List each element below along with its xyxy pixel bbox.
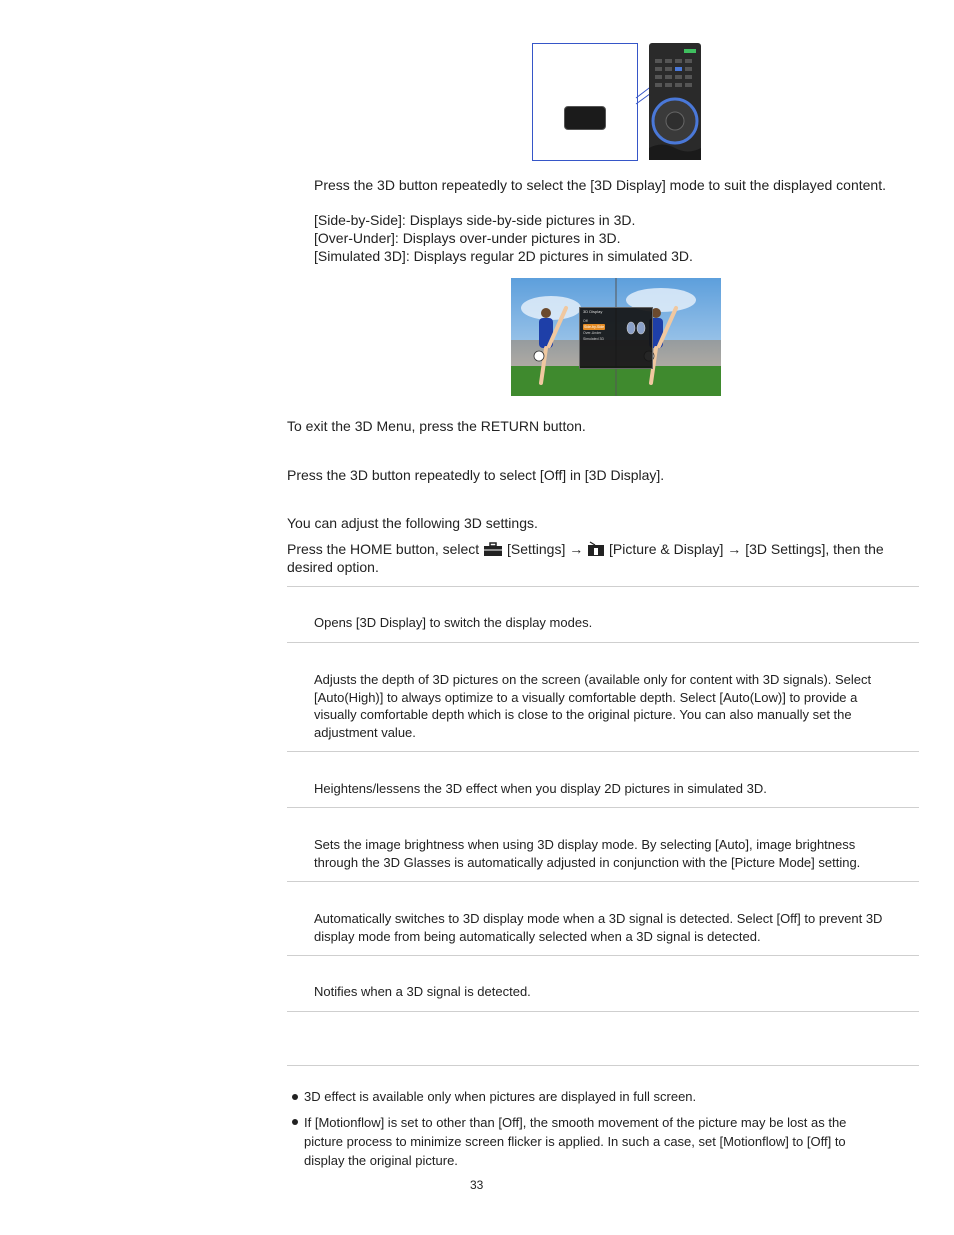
setting-depth-desc: Adjusts the depth of 3D pictures on the screen (available only for content with 3D signals). Select [Auto(High)] to always optimize to a visually comfortable depth. Select [Auto(Low)] to provide a visually comfortable depth which is close to the original picture. You can also manually set the adjustment value. <box>314 672 872 740</box>
remote-control-image <box>649 43 701 160</box>
settings-toolbox-icon <box>483 542 503 557</box>
off-instruction: Press the 3D button repeatedly to select [Off] in [3D Display]. <box>287 467 665 483</box>
adjust-intro: You can adjust the following 3D settings. <box>287 515 538 531</box>
3d-display-menu <box>579 307 653 369</box>
divider <box>287 751 919 752</box>
divider <box>287 1065 919 1066</box>
picture-display-icon <box>587 541 605 557</box>
3d-button-zoomed <box>564 106 606 130</box>
setting-auto-3d-desc: Automatically switches to 3D display mode when a 3D signal is detected. Select [Off] to prevent 3D display mode from being automatically selected when a 3D signal is detected. <box>314 911 883 944</box>
mode-side-by-side: [Side-by-Side]: Displays side-by-side pictures in 3D. <box>314 212 636 228</box>
home-path-rest-line2: desired option. <box>287 559 379 575</box>
menu-item-off: Off <box>583 319 588 323</box>
setting-brightness-desc: Sets the image brightness when using 3D display mode. By selecting [Auto], image brightness through the 3D Glasses is automatically adjusted in conjunction with the [Picture Mode] setting. <box>314 837 861 870</box>
page-number: 33 <box>470 1178 484 1192</box>
setting-3d-display-desc: Opens [3D Display] to switch the display modes. <box>314 615 593 630</box>
step-instruction: Press the 3D button repeatedly to select the [3D Display] mode to suit the displayed content. <box>314 177 886 193</box>
settings-label: [Settings] <box>506 541 566 557</box>
menu-item-side-by-side: Side-by-Side <box>584 325 605 329</box>
remote-control-icon <box>649 43 701 160</box>
bullet-icon <box>292 1094 298 1100</box>
path-arrow-2: → <box>727 541 742 557</box>
menu-item-simulated-3d: Simulated 3D <box>583 337 605 341</box>
divider <box>287 881 919 882</box>
exit-instruction: To exit the 3D Menu, press the RETURN button. <box>287 418 586 434</box>
path-arrow-1: → <box>569 541 584 557</box>
divider <box>287 1011 919 1012</box>
divider <box>287 807 919 808</box>
divider <box>287 586 919 587</box>
mode-over-under: [Over-Under]: Displays over-under pictures in 3D. <box>314 230 621 246</box>
picture-display-label: [Picture & Display] <box>609 541 724 557</box>
3d-glasses-icon <box>626 321 648 335</box>
setting-3d-signal-notice-desc: Notifies when a 3D signal is detected. <box>314 984 531 999</box>
remote-zoom-callout <box>532 43 638 161</box>
note-full-screen: 3D effect is available only when pictures are displayed in full screen. <box>304 1089 697 1104</box>
setting-simulated-effect-desc: Heightens/lessens the 3D effect when you display 2D pictures in simulated 3D. <box>314 781 767 796</box>
mode-simulated-3d: [Simulated 3D]: Displays regular 2D pictures in simulated 3D. <box>314 248 693 264</box>
home-path-instruction <box>287 540 919 576</box>
note-motionflow: If [Motionflow] is set to other than [Off], the smooth movement of the picture may be lost as the picture process to minimize screen flicker is applied. In such a case, set [Motionflow] to [Off] to display the original picture. <box>304 1115 847 1168</box>
divider <box>287 642 919 643</box>
3d-display-menu-title: 3D Display <box>583 309 603 314</box>
tv-3d-display-image <box>511 278 721 396</box>
divider <box>287 955 919 956</box>
home-path-prefix: Press the HOME button, select <box>287 541 484 557</box>
bullet-icon <box>292 1119 298 1125</box>
menu-item-over-under: Over-Under <box>583 331 602 335</box>
home-path-rest: [3D Settings], then the <box>745 541 884 557</box>
mode-list <box>314 211 693 265</box>
